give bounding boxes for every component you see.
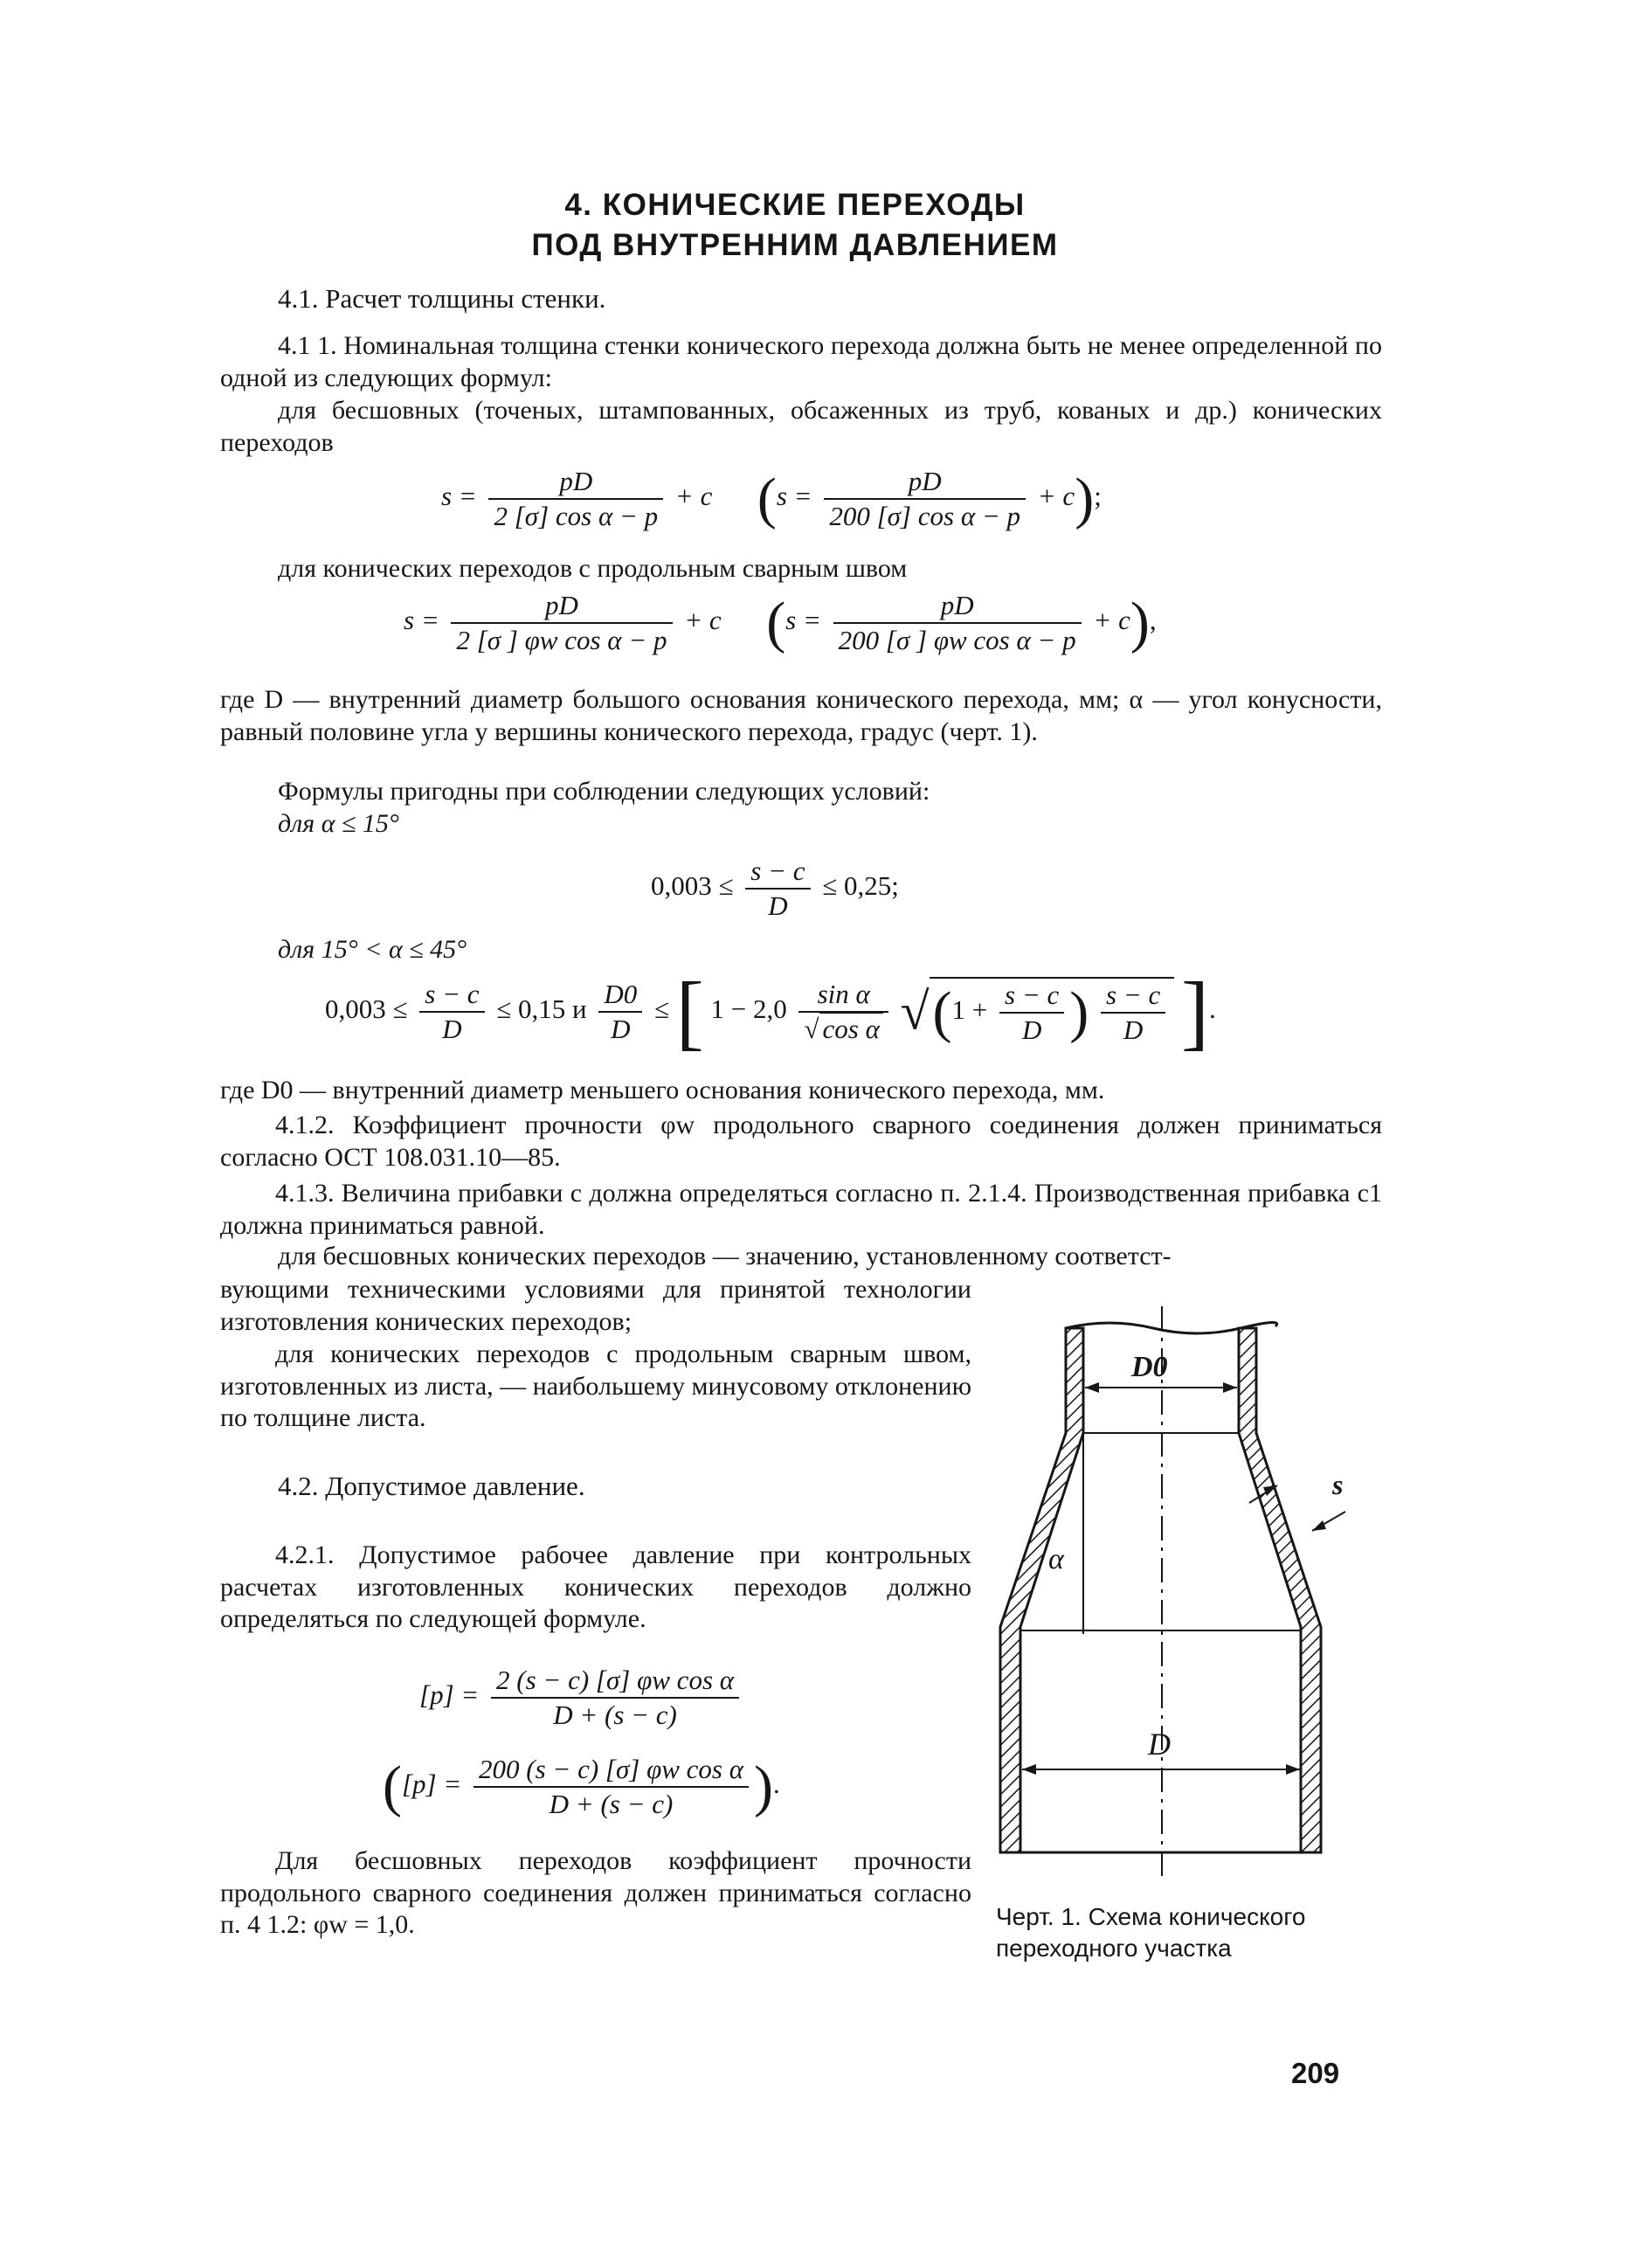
fraction-denominator: D: [611, 1014, 631, 1044]
condition-alpha-15-45: для 15° < α ≤ 45°: [278, 935, 467, 964]
paragraph-4-2-1: 4.2.1. Допустимое рабочее давление при контрольных расчетах изготовленных конических переходов должно определяться по следующей формуле.: [220, 1540, 971, 1634]
formula-seamless: s = $\frac{pD}{\text{2 [σ] cos α − p}}$ + c (s = $\frac{pD}{\text{200 [σ] cos α − p}}$ + c);: [441, 466, 1102, 531]
heading-line-1: 4. КОНИЧЕСКИЕ ПЕРЕХОДЫ: [564, 188, 1026, 222]
figure-caption: [996, 1901, 1398, 1965]
formula-end: ,: [1149, 604, 1157, 635]
paragraph-where-D: где D — внутренний диаметр большого основания конического перехода, мм; α — угол конусности, равный половине угла у вершины конического перехода, градус (черт. 1).: [220, 685, 1382, 746]
formula-condition-1: [651, 855, 899, 923]
formula-alt-lhs: s =: [776, 480, 812, 511]
right-wall: [1239, 1328, 1321, 1852]
paragraph-seamless-intro: для бесшовных (точеных, штампованных, обсаженных из труб, кованых и др.) конических переходов: [220, 396, 1382, 457]
left-wall: [1000, 1328, 1083, 1852]
fraction-denominator: 2 [σ] cos α − p: [494, 500, 659, 531]
fraction-numerator: pD: [488, 465, 663, 500]
fraction-denominator: D + (s − c): [549, 1788, 674, 1819]
formula-fraction: [473, 1753, 749, 1821]
formula-inner: 1 − 2,0: [710, 993, 787, 1025]
fraction-numerator: sin α: [798, 978, 888, 1013]
d-label: D: [1148, 1727, 1171, 1762]
formula-end: ;: [1094, 480, 1102, 511]
formula-alt-tail: + c: [1093, 604, 1130, 635]
condition-alpha-le-15: для α ≤ 15°: [278, 809, 399, 838]
paragraph-4-1-3: 4.1.3. Величина прибавки c должна определяться согласно п. 2.1.4. Производственная прибавка c1 должна приниматься равной.: [220, 1179, 1382, 1240]
fraction-numerator: pD: [833, 589, 1082, 624]
subsection-4-1-title: 4.1. Расчет толщины стенки.: [278, 283, 606, 314]
formula-condition-2: 0,003 ≤ $\frac{s - c}{D}$ ≤ 0,15 и $\frac{D0}{D}$ ≤ [ 1 − 2,0 $\frac{\text{sin α}}{\text{√ cos α}}$ √(1 + $\frac{s - c}{D}$ ) $\frac{s - c}{D}$ ].: [325, 965, 1216, 1058]
formula-alt-fraction: [833, 589, 1082, 657]
fraction-denominator: 200 [σ] cos α − p: [829, 500, 1021, 531]
formula-fraction: [745, 855, 810, 923]
formula-welded: s = $\frac{pD}{\text{2 [σ ] φw cos α − p}}$ + c (s = $\frac{pD}{\text{200 [σ ] φw cos α − p}}$ + c),: [404, 590, 1157, 655]
formula-lhs: s =: [441, 480, 477, 511]
paragraph-seamless-allowance-cont: вующими техническими условиями для принятой технологии изготовления конических переходов;: [220, 1275, 971, 1336]
formula-lhs: [p] =: [419, 1679, 480, 1710]
paragraph-4-1-2: 4.1.2. Коэффициент прочности φw продольного сварного соединения должен приниматься согласно ОСТ 108.031.10—85.: [220, 1111, 1382, 1172]
section-heading: [218, 185, 1372, 265]
paragraph-welded-allowance: для конических переходов с продольным сварным швом, изготовленных из листа, — наибольшему минусовому отклонению по толщине листа.: [220, 1340, 971, 1433]
paragraph-4-1-1: 4.1 1. Номинальная толщина стенки конического перехода должна быть не менее определенной по одной из следующих формул:: [220, 331, 1382, 392]
fraction-numerator: 2 (s − c) [σ] φw cos α: [491, 1664, 739, 1699]
page-number: 209: [1291, 2057, 1340, 2089]
fraction-numerator: 200 (s − c) [σ] φw cos α: [473, 1753, 749, 1788]
caption-line-1: Черт. 1. Схема конического: [996, 1903, 1306, 1930]
formula-alt-fraction: [824, 465, 1026, 533]
formula-fraction: [451, 589, 672, 657]
formula-lhs: s =: [404, 604, 439, 635]
formula-fraction-inner-2: [1101, 979, 1165, 1047]
paragraph-seamless-coefficient: Для бесшовных переходов коэффициент прочности продольного сварного соединения должен приниматься согласно п. 4 1.2: φw = 1,0.: [220, 1846, 971, 1940]
formula-fraction-d0: [598, 978, 642, 1046]
alpha-label: α: [1048, 1543, 1064, 1575]
formula-end: .: [1208, 993, 1216, 1025]
formula-fraction-inner: [999, 979, 1064, 1047]
paragraph-welded-intro: для конических переходов с продольным сварным швом: [278, 554, 908, 583]
fraction-numerator: pD: [824, 465, 1026, 500]
fraction-denominator: 2 [σ ] φw cos α − p: [456, 624, 667, 655]
fraction-numerator: s − c: [745, 855, 810, 890]
fraction-numerator: s − c: [419, 978, 484, 1013]
conical-transition-figure: [961, 1302, 1363, 1879]
formula-right: ≤ 0,25;: [822, 869, 899, 901]
formula-alt-tail: + c: [1037, 480, 1075, 511]
formula-end: .: [773, 1768, 780, 1799]
formula-left: 0,003 ≤: [651, 869, 734, 901]
paragraph-seamless-allowance: для бесшовных конических переходов — значению, установленному соответст-: [278, 1242, 1172, 1270]
fraction-numerator: pD: [451, 589, 672, 624]
formula-one-plus: 1 +: [951, 994, 988, 1026]
sqrt-expression: (1 + $\frac{s - c}{D}$ ) $\frac{s - c}{D}$: [930, 977, 1175, 1047]
heading-line-2: ПОД ВНУТРЕННИМ ДАВЛЕНИЕМ: [531, 227, 1059, 262]
fraction-denominator: D: [768, 890, 788, 921]
fraction-numerator: s − c: [999, 979, 1064, 1014]
formula-allowable-pressure: [419, 1664, 744, 1732]
formula-fraction: [491, 1664, 739, 1732]
fraction-denominator: 200 [σ ] φw cos α − p: [838, 624, 1076, 655]
fraction-numerator: s − c: [1101, 979, 1165, 1014]
subsection-4-2-title: 4.2. Допустимое давление.: [278, 1471, 585, 1501]
formula-fraction: [419, 978, 484, 1046]
formula-fraction: [488, 465, 663, 533]
s-label: s: [1332, 1469, 1344, 1500]
formula-fraction-sin: [798, 978, 888, 1046]
formula-left: 0,003 ≤: [325, 993, 408, 1025]
formula-le: ≤: [654, 993, 670, 1025]
paragraph-where-D0: где D0 — внутренний диаметр меньшего основания конического перехода, мм.: [220, 1076, 1105, 1104]
paragraph-conditions: Формулы пригодны при соблюдении следующих условий:: [278, 777, 930, 806]
formula-alt-lhs: s =: [785, 604, 821, 635]
fraction-denominator: D: [1021, 1014, 1042, 1045]
fraction-denominator-sqrt: √ cos α: [798, 1013, 888, 1046]
fraction-denominator: D: [442, 1014, 462, 1044]
caption-line-2: переходного участка: [996, 1935, 1232, 1963]
fraction-denominator: D: [1123, 1014, 1144, 1045]
formula-lhs: [p] =: [401, 1768, 462, 1799]
formula-tail: + c: [684, 604, 722, 635]
formula-tail: + c: [674, 480, 713, 511]
d0-label: D0: [1131, 1351, 1168, 1383]
formula-mid: ≤ 0,15 и: [496, 993, 587, 1025]
fraction-numerator: D0: [598, 978, 642, 1013]
formula-allowable-pressure-alt: ([p] = $\frac{\text{200 (s − c) [σ] φw cos α}}{D + (s - c)}$ ).: [383, 1754, 780, 1819]
fraction-denominator: D + (s − c): [553, 1699, 677, 1730]
sqrt-cos: cos α: [819, 1012, 883, 1044]
